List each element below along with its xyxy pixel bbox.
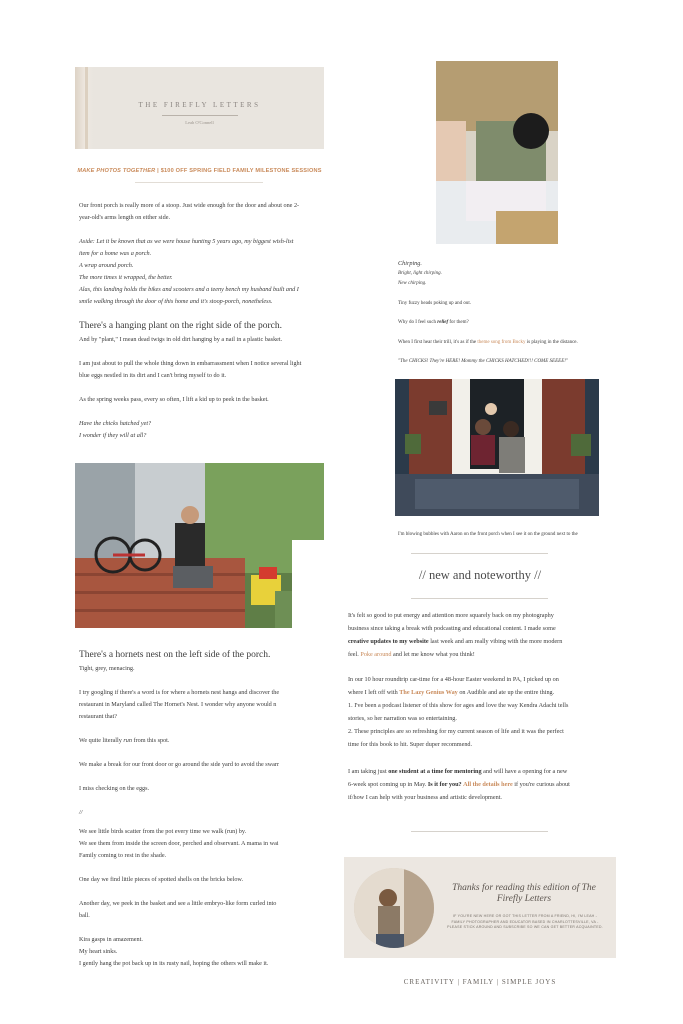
kira-line: My heart sinks. <box>79 948 118 955</box>
promo-separator: | <box>155 168 161 174</box>
p2-line: stories, so her narration was so entertaining. <box>348 715 457 722</box>
miss-text: I miss checking on the eggs. <box>79 785 150 792</box>
promo-part1[interactable]: MAKE PHOTOS TOGETHER <box>77 168 156 174</box>
relief-post: for them? <box>448 320 469 325</box>
lazy-genius-link[interactable]: The Lazy Genius Way <box>399 689 458 696</box>
googling-line: I try googling if there's a word is for where a hornets nest hangs and discover the <box>79 689 280 696</box>
p1-line <box>348 636 562 648</box>
couple-on-porch-photo <box>395 379 599 516</box>
p3-a-pre: I am taking just <box>348 768 389 775</box>
p3-a-post: and will have a opening for a new <box>481 768 568 775</box>
chirping-line: Bright, light chirping. <box>398 271 442 276</box>
p2-b-pre: where I left off with <box>348 689 400 696</box>
poke-around-link[interactable]: Poke around <box>360 651 392 658</box>
p2-line <box>348 687 554 699</box>
birds-line: We see little birds scatter from the pot every time we walk (run) by. <box>79 828 247 835</box>
aside-line: smile walking through the door of this home and it's stoop-porch, nonetheless. <box>79 298 273 305</box>
trill-text <box>398 337 578 349</box>
p2-line: In our 10 hour roundtrip car-time for a 48-hour Easter weekend in PA, I picked up on <box>348 676 559 683</box>
run-em: run <box>123 737 132 744</box>
promo-link[interactable] <box>75 168 324 174</box>
tight-text: Tight, grey, menacing. <box>79 665 135 672</box>
couple-on-bench-photo <box>436 61 558 244</box>
chirping-line: Chirping. <box>398 260 422 267</box>
thanks-card <box>344 857 616 958</box>
aside-line: item for a home was a porch. <box>79 250 152 257</box>
p3-line: if/how I can help with your business and artistic development. <box>348 794 502 801</box>
p3-a-bold: one student at a time for mentoring <box>388 768 482 775</box>
p1-line: It's felt so good to put energy and attention more squarely back on my photography <box>348 612 554 619</box>
run-post: from this spot. <box>131 737 170 744</box>
thanks-body: IF YOU'RE NEW HERE OR GOT THIS LETTER FROM A FRIEND, HI, I'M LEAH - FAMILY PHOTOGRAPHER AND EDUCATOR BASED IN CHARLOTTESVILLE, VA - PLEASE STICK AROUND AND SUBSCRIBE SO WE CAN GET BETTER ACQUAINTED. <box>447 914 603 929</box>
couple-photo-illustration <box>436 61 558 244</box>
p3-b-post: if you're curious about <box>512 781 570 788</box>
p1-bold: creative updates to my website <box>348 638 429 645</box>
googling-line: restaurant that? <box>79 713 117 720</box>
trill-post: is playing in the distance. <box>525 340 578 345</box>
section-divider <box>411 831 548 832</box>
relief-text <box>398 317 469 329</box>
author-avatar-illustration <box>354 868 434 948</box>
p1-line <box>348 649 475 661</box>
break-text: We make a break for our front door or go around the side yard to avoid the swarr <box>79 761 280 768</box>
trill-pre: When I first hear their trill, it's as if the <box>398 340 478 345</box>
embryo-line: Another day, we peek in the basket and see a little embryo-like form curled into <box>79 900 277 907</box>
p1-line: business since taking a break with podcasting and educational content. I made some <box>348 625 556 632</box>
thanks-title: Thanks for reading this edition of The Firefly Letters <box>452 883 596 904</box>
p3-line <box>348 766 567 778</box>
p2-line: 2. These principles are so refreshing for my current season of life and it was the perfect <box>348 728 564 735</box>
section-heading-hornets: There's a hornets nest on the left side of the porch. <box>79 650 271 660</box>
relief-em: relief <box>437 320 449 325</box>
spring-text: As the spring weeks pass, every so often, I lift a kid up to peek in the basket. <box>79 396 269 403</box>
shells-text: One day we find little pieces of spotted shells on the bricks below. <box>79 876 244 883</box>
section-slashes: // <box>79 809 83 816</box>
porch-couple-illustration <box>395 379 599 516</box>
intro-line: year-old's arms length on either side. <box>79 214 171 221</box>
promo-part2[interactable]: $100 OFF SPRING FIELD FAMILY MILESTONE SESSIONS <box>160 168 322 174</box>
porch-photo-woman <box>75 463 324 628</box>
kira-line: Kira gasps in amazement. <box>79 936 143 943</box>
footer-tags: CREATIVITY | FAMILY | SIMPLE JOYS <box>403 978 557 986</box>
p1-post: last week and am really vibing with the more modern <box>428 638 563 645</box>
aside-line: A wrap around porch. <box>79 262 134 269</box>
hatched-line: Have the chicks hatched yet? <box>79 420 152 427</box>
p3-b-pre: 6-week spot coming up in May. <box>348 781 428 788</box>
p2-line: time for this book to hit. Super duper recommend. <box>348 741 473 748</box>
bucky-theme-link[interactable]: theme song from Bucky <box>477 340 526 345</box>
p3-line <box>348 779 570 791</box>
pull-line: I am just about to pull the whole thing down in embarrassment when I notice several light <box>79 360 302 367</box>
author-name: Leah O'Connell <box>185 120 214 125</box>
section-heading-plant: There's a hanging plant on the right side of the porch. <box>79 321 283 331</box>
banner-divider <box>162 115 238 116</box>
p1-d-pre: feel. <box>348 651 361 658</box>
chicks-quote: "The CHICKS! They're HERE! Mommy the CHICKS HATCHED!!! COME SEEEE!" <box>398 359 569 364</box>
pull-line: blue eggs nestled in its dirt and I can't bring myself to do it. <box>79 372 227 379</box>
p2-b-post: on Audible and ate up the entire thing. <box>457 689 555 696</box>
newsletter-banner <box>75 67 324 149</box>
fuzzy-text: Tiny fuzzy heads poking up and out. <box>398 301 472 306</box>
section-divider <box>411 598 548 599</box>
porch-photo-illustration <box>75 463 324 628</box>
chirping-line: New chirping. <box>398 281 427 286</box>
run-pre: We quite literally <box>79 737 124 744</box>
googling-line: restaurant in Maryland called The Hornet's Nest. I wonder why anyone would n <box>79 701 277 708</box>
relief-pre: Why do I feel such <box>398 320 438 325</box>
birds-line: Family coming to rest in the shade. <box>79 852 167 859</box>
p2-line: 1. I've been a podcast listener of this show for ages and love the way Kendra Adachi tells <box>348 702 569 709</box>
aside-line: Aside: Let it be known that as we were house hunting 5 years ago, my biggest wish-list <box>79 238 294 245</box>
photo-mask <box>292 540 332 630</box>
aside-line: Alas, this landing holds the bikes and scooters and a teeny bench my husband built and I <box>79 286 299 293</box>
promo-divider <box>135 182 263 183</box>
author-avatar-photo <box>354 868 434 948</box>
p3-b-bold: Is it for you? <box>427 781 462 788</box>
new-and-noteworthy-heading: // new and noteworthy // <box>418 568 542 582</box>
kira-line: I gently hang the pot back up in its rusty nail, hoping the others will make it. <box>79 960 269 967</box>
run-text <box>79 735 169 747</box>
newsletter-title: THE FIREFLY LETTERS <box>138 101 261 109</box>
plant-text: And by "plant," I mean dead twigs in old dirt hanging by a nail in a plastic basket. <box>79 336 283 343</box>
section-divider <box>411 553 548 554</box>
p1-d-post: and let me know what you think! <box>391 651 475 658</box>
embryo-line: ball. <box>79 912 90 919</box>
bubbles-text: I'm blowing bubbles with Aaron on the front porch when I see it on the ground next to the <box>398 532 578 537</box>
birds-line: We see them from inside the screen door, perched and observant. A mama in wai <box>79 840 279 847</box>
intro-line: Our front porch is really more of a stoop. Just wide enough for the door and about one 2- <box>79 202 300 209</box>
hatched-line: I wonder if they will at all? <box>79 432 147 439</box>
mentoring-details-link[interactable]: All the details here <box>463 781 513 788</box>
aside-line: The more times it wrapped, the better. <box>79 274 173 281</box>
